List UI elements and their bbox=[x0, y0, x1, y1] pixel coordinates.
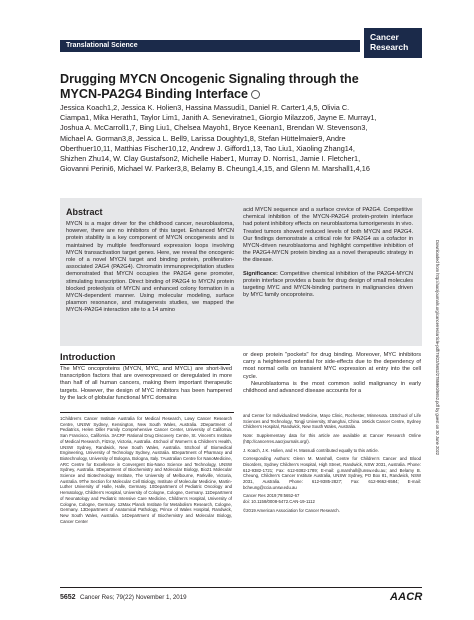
journal-name: Cancer Research bbox=[370, 32, 409, 52]
copyright-notice: ©2019 American Association for Cancer Research. bbox=[243, 507, 340, 513]
introduction-right-text: or deep protein "pockets" for drug binding. Moreover, MYC inhibitors carry a heightened potential for side-effects due to the dependency of most normal cells on transient MYC expression at entry into the cell cycle. bbox=[243, 352, 421, 380]
introduction-right-text-2: Neuroblastoma is the most common solid malignancy in early childhood and advanced disease accounts for a bbox=[243, 380, 421, 395]
significance-paragraph bbox=[243, 271, 413, 300]
article-title-text: Drugging MYCN Oncogenic Signaling through the MYCN-PA2G4 Binding Interface bbox=[60, 72, 359, 101]
section-label: Translational Science bbox=[66, 42, 138, 49]
abstract-right-column bbox=[243, 207, 413, 299]
introduction-left-text: The MYC oncoproteins (MYCN, MYC, and MYCL) are short-lived transcription factors that are overexpressed or deregulated in more than half of all human cancers, making them important therapeutic targets. However, the design of MYC inhibitors has been hampered by the lack of globular functional MYC domains bbox=[60, 366, 232, 401]
abstract-right-text: acid MYCN sequence and a surface crevice of PA2G4. Competitive chemical inhibition of the MYCN-PA2G4 protein-protein interface had potent inhibitory effects on neuroblastoma tumorigenesis in vivo. Treated tumors showed reduced levels of both MYCN and PA2G4. Our findings demonstrate a critical role for PA2G4 as a cofactor in MYCN-driven neuroblastoma and highlight competitive inhibition of the PA2G4-MYCN protein binding as a novel therapeutic strategy in the disease. bbox=[243, 207, 413, 264]
footer-rule bbox=[60, 587, 422, 588]
article-citation: Cancer Res 2019;79:5652-67 bbox=[243, 493, 300, 499]
significance-label: Significance: bbox=[243, 270, 278, 277]
affiliations-right-column bbox=[243, 413, 421, 514]
affiliations-left: 1Children's Cancer Institute Australia for Medical Research, Lowy Cancer Research Centre, UNSW Sydney, Kensington, New South Wales, Australia. 2Department of Pediatrics, Helen Diller Family Comprehensive Cancer Center, University of California, San Francisco, California. 3ACRF Rational Drug Discovery Centre, St. Vincent's Institute of Medical Research, Fitzroy, Victoria, Australia. 4School of Women's & Children's Health, UNSW Sydney, Randwick, New South Wales, Australia. 5School of Biomedical Engineering, University of Technology Sydney, Australia. 6Department of Pharmacy and Biotechnology, University of Bologna, Bologna, Italy. 7Australian Centre for NanoMedicine, ARC Centre for Excellence in Convergent Bio-Nano Science and Technology, UNSW Sydney, Australia. 8Department of Biochemistry and Molecular Biology, Bio21 Molecular Science and Biotechnology Institute, The University of Melbourne, Parkville, Victoria, Australia. 9The Section for Molecular Cell Biology, Institute of Molecular Medicine, Martin-Luther University of Halle, Halle, Germany. 10Department of Pediatric Oncology and Hematology, Children's Hospital, University of Cologne, Cologne, Germany. 11Department of Neonatology and Pediatric Intensive Care Medicine, Children's Hospital, University of Cologne, Cologne, Germany. 12Max Planck Institute for Metabolism Research, Cologne, Germany. 13Department of Anatomical Pathology, Prince of Wales Hospital, Randwick, New South Wales, Australia. 14Department of Biochemistry and Molecular Biology, Cancer Center bbox=[60, 416, 232, 524]
supplementary-note: Note: Supplementary data for this article are available at Cancer Research Online (http://cancerres.aacrjournals.org/). bbox=[243, 433, 421, 444]
abstract-left-column: MYCN is a major driver for the childhood cancer, neuroblastoma, however, there are no inhibitors of this target. Enhanced MYCN protein stability is a key component of MYCN oncogenesis and is maintained by multiple feedforward expression loops involving MYCN transactivation target genes. Here, we reveal the oncogenic role of a novel MYCN target and binding protein, proliferation-associated 2AG4 (PA2G4). Chromatin immunoprecipitation studies demonstrated that MYCN occupies the PA2G4 gene promoter, stimulating transcription. Direct binding of PA2G4 to MYCN protein blocked proteolysis of MYCN and enhanced colony formation in a MYCN-dependent manner. Using molecular modeling, surface plasmon resonance, and mutagenesis studies, we mapped the MYCN-PA2G4 interaction site to a 14 amino bbox=[66, 221, 234, 314]
equal-contribution-note: J. Koach, J.K. Holien, and H. Massudi contributed equally to this article. bbox=[243, 447, 379, 453]
crossmark-icon[interactable] bbox=[251, 90, 260, 99]
abstract-heading: Abstract bbox=[66, 207, 103, 217]
author-list: Jessica Koach1,2, Jessica K. Holien3, Hassina Massudi1, Daniel R. Carter1,4,5, Olivia C. Ciampa1, Mika Herath1, Taylor Lim1, Janith A. Seneviratne1, Giorgio Milazzo6, Jayne E. Murray1, Joshua A. McCarroll1,7, Bing Liu1, Chelsea Mayoh1, Bryce Keenan1, Brendan W. Stevenson3, Michael A. Gorman3,8, Jessica L. Bell9, Larissa Doughty1,8, Stefan Hüttelmaier9, Andre Oberthuer10,11, Matthias Fischer10,12, Andrew J. Gifford1,13, Tao Liu1, Xiaoling Zhang14, Shizhen Zhu14, W. Clay Gustafson2, Michelle Haber1, Murray D. Norris1, Jamie I. Fletcher1, Giovanni Perini6, Michael W. Parker3,8, Belamy B. Cheung1,4,15, and Glenn M. Marshall1,4,16 bbox=[60, 103, 377, 174]
affiliations-right: and Center for Individualized Medicine, Mayo Clinic, Rochester, Minnesota. 15School of Life Sciences and Technology, Tongji University, Shanghai, China. 16Kids Cancer Centre, Sydney Children's Hospital, Randwick, New South Wales, Australia. bbox=[243, 413, 421, 430]
introduction-heading: Introduction bbox=[60, 352, 116, 363]
article-doi[interactable]: doi: 10.1158/0008-5472.CAN-19-1112 bbox=[243, 499, 315, 505]
introduction-right-column bbox=[243, 352, 421, 395]
footnote-rule bbox=[60, 412, 234, 413]
download-watermark: Downloaded from http://aacrjournals.org/cancerres/article-pdf/79/22/5652/2785960/5652.pdf by guest on 30 June 2022 bbox=[435, 240, 440, 456]
introduction-rule bbox=[60, 364, 230, 365]
corresponding-authors: Corresponding Authors: Glenn M. Marshall, Centre for Children's Cancer and Blood Disorders, Sydney Children's Hospital, High Street, Randwick, NSW 2031, Australia. Phone: 612-9382-1721; Fax: 612-9382-1789; E-mail: g.marshall@unsw.edu.au; and Belamy B. Cheung, Children's Cancer Institute Australia, UNSW Sydney, PO Box 81, Randwick, NSW 2031, Australia. Phone: 612-9385-2827; Fax: 612-9662-6584; E-mail: bcheung@ccia.unsw.edu.au bbox=[243, 456, 421, 490]
significance-text: Competitive chemical inhibition of the PA2G4-MYCN protein interface provides a basis for drug design of small molecules targeting MYC and MYCN-binding partners in malignancies driven by MYC family oncoproteins. bbox=[243, 270, 413, 299]
page-number: 5652 bbox=[60, 594, 76, 601]
aacr-logo: AACR bbox=[390, 591, 423, 603]
footer-citation: Cancer Res; 79(22) November 1, 2019 bbox=[80, 594, 187, 601]
article-title bbox=[60, 72, 360, 102]
